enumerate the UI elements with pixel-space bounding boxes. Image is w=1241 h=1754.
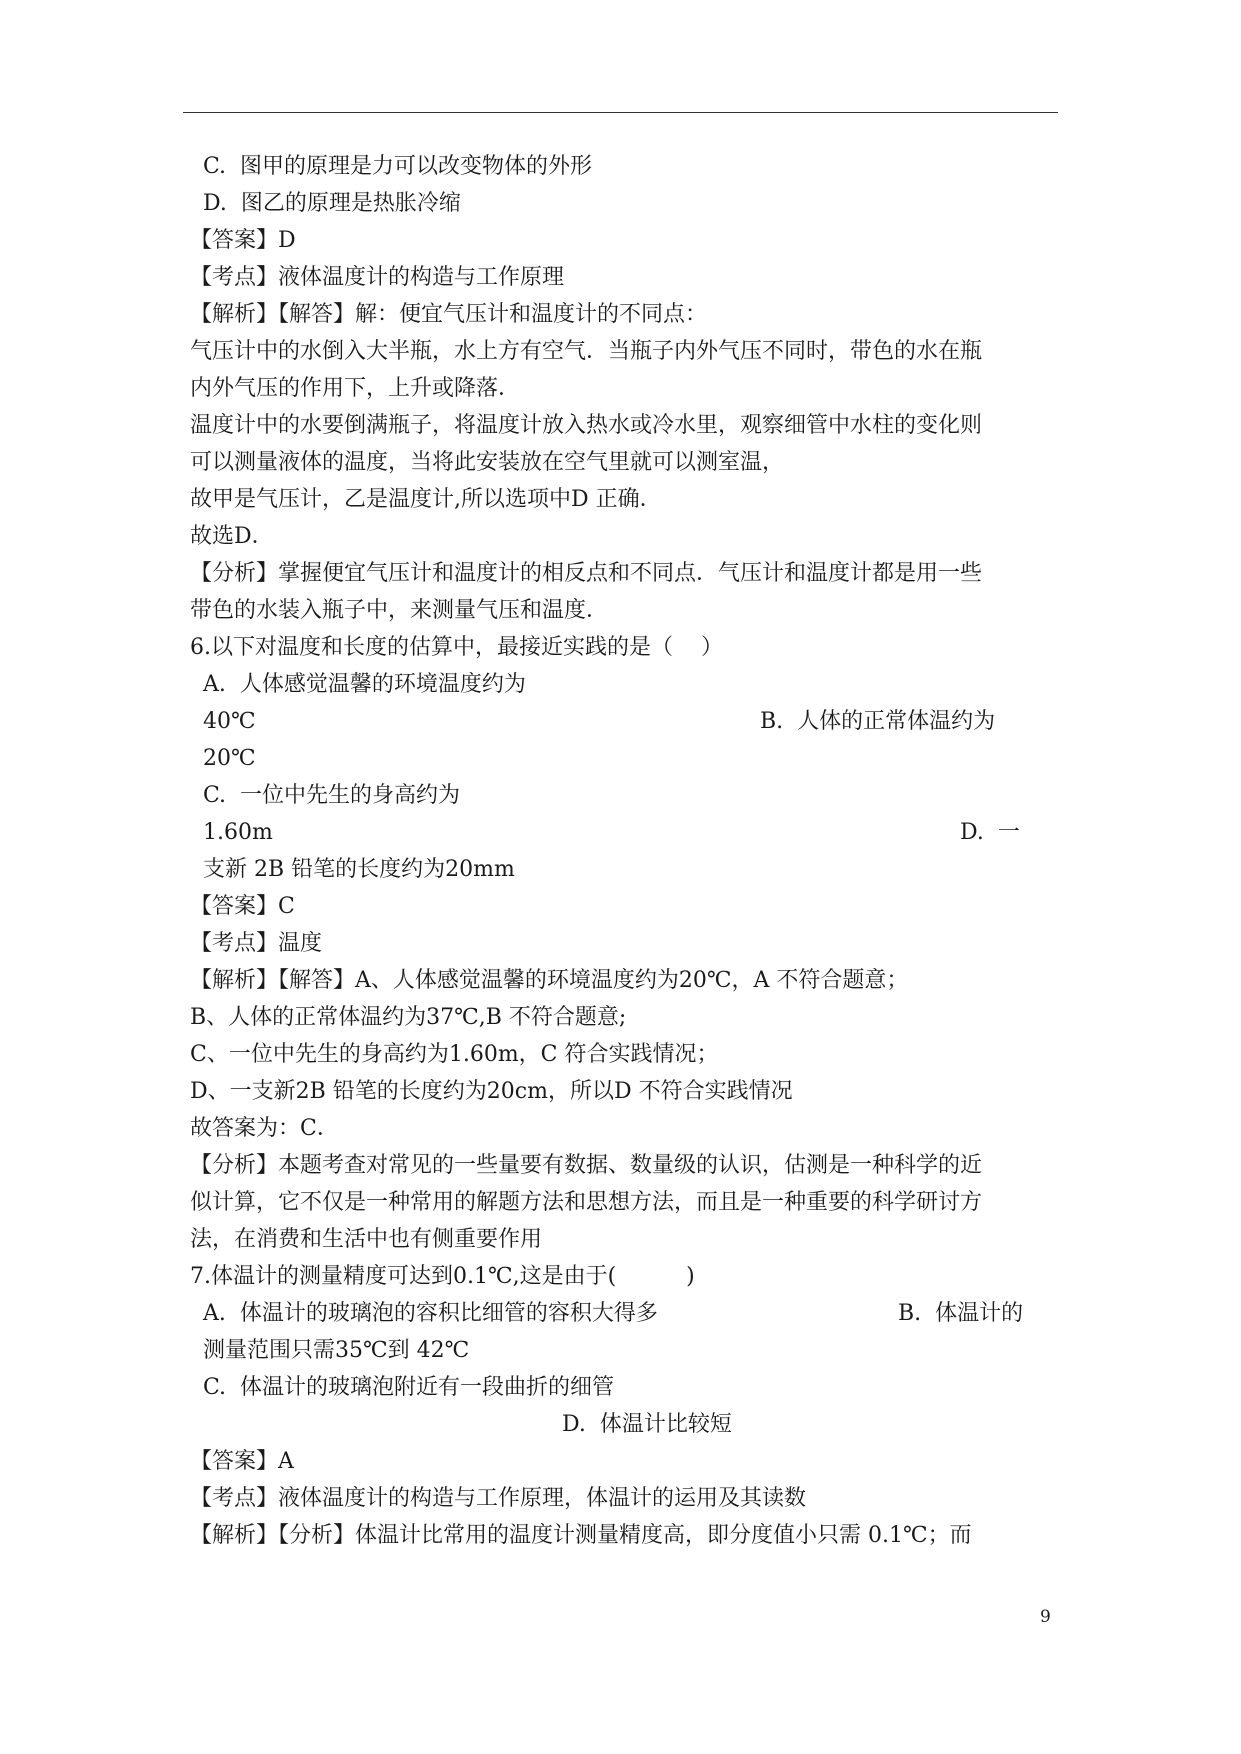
q7-explanation: 【解析】【分析】体温计比常用的温度计测量精度高，即分度值小只需 0.1℃；而 <box>190 1523 972 1548</box>
q7-topic: 【考点】液体温度计的构造与工作原理，体温计的运用及其读数 <box>190 1486 807 1511</box>
q7-option-b-value: 测量范围只需35℃到 42℃ <box>203 1338 470 1363</box>
q6-answer: 【答案】C <box>190 894 295 919</box>
q6-option-a-value: 40℃ <box>203 709 256 734</box>
header-rule <box>183 112 1058 113</box>
q6-explanation-line: B、人体的正常体温约为37℃,B 不符合题意; <box>190 1005 627 1030</box>
q6-option-b: B. 人体的正常体温约为 <box>760 709 996 734</box>
question-6: 6.以下对温度和长度的估算中，最接近实践的是（ ） <box>190 635 723 660</box>
q6-explanation-line: 故答案为：C． <box>190 1116 339 1141</box>
q6-explanation-line: D、一支新2B 铅笔的长度约为20cm，所以D 不符合实践情况 <box>190 1079 793 1104</box>
analysis: 【分析】掌握便宜气压计和温度计的相反点和不同点．气压计和温度计都是用一些 <box>190 561 983 586</box>
q6-option-c-value: 1.60m <box>203 820 273 845</box>
explanation-line: 可以测量液体的温度，当将此安装放在空气里就可以测室温， <box>190 450 785 475</box>
q6-explanation: 【解析】【解答】A、人体感觉温馨的环境温度约为20℃，A 不符合题意； <box>190 968 909 993</box>
explanation-line: 气压计中的水倒入大半瓶，水上方有空气．当瓶子内外气压不同时，带色的水在瓶 <box>190 339 983 364</box>
option-d: D. 图乙的原理是热胀冷缩 <box>203 191 461 216</box>
q7-option-a: A. 体温计的玻璃泡的容积比细管的容积大得多 <box>203 1301 658 1326</box>
q6-option-c: C. 一位中先生的身高约为 <box>203 783 461 808</box>
explanation: 【解析】【解答】解：便宜气压计和温度计的不同点： <box>190 302 708 327</box>
q7-option-b: B. 体温计的 <box>898 1301 1024 1326</box>
explanation-line: 温度计中的水要倒满瓶子，将温度计放入热水或冷水里，观察细管中水柱的变化则 <box>190 413 983 438</box>
explanation-line: 故甲是气压计，乙是温度计,所以选项中D 正确． <box>190 487 662 512</box>
q7-option-d: D. 体温计比较短 <box>562 1412 732 1437</box>
q6-analysis-line: 法，在消费和生活中也有侧重要作用 <box>190 1227 543 1252</box>
explanation-line: 故选D． <box>190 524 274 549</box>
q6-option-a: A. 人体感觉温馨的环境温度约为 <box>203 672 526 697</box>
q7-answer: 【答案】A <box>190 1449 294 1474</box>
analysis-line: 带色的水装入瓶子中，来测量气压和温度． <box>190 598 609 623</box>
explanation-line: 内外气压的作用下，上升或降落． <box>190 376 521 401</box>
question-7: 7.体温计的测量精度可达到0.1℃,这是由于( ) <box>190 1264 695 1289</box>
q7-option-c: C. 体温计的玻璃泡附近有一段曲折的细管 <box>203 1375 615 1400</box>
q6-analysis: 【分析】本题考查对常见的一些量要有数据、数量级的认识，估测是一种科学的近 <box>190 1153 983 1178</box>
answer: 【答案】D <box>190 228 296 253</box>
q6-option-b-value: 20℃ <box>203 746 256 771</box>
q6-analysis-line: 似计算，它不仅是一种常用的解题方法和思想方法，而且是一种重要的科学研讨方 <box>190 1190 983 1215</box>
q6-option-d-value: 支新 2B 铅笔的长度约为20mm <box>203 857 515 882</box>
q6-explanation-line: C、一位中先生的身高约为1.60m，C 符合实践情况； <box>190 1042 719 1067</box>
q6-option-d: D. 一 <box>960 820 1020 845</box>
option-c: C. 图甲的原理是力可以改变物体的外形 <box>203 154 593 179</box>
page-number: 9 <box>1040 1607 1051 1627</box>
topic: 【考点】液体温度计的构造与工作原理 <box>190 265 565 290</box>
q6-topic: 【考点】温度 <box>190 931 323 956</box>
